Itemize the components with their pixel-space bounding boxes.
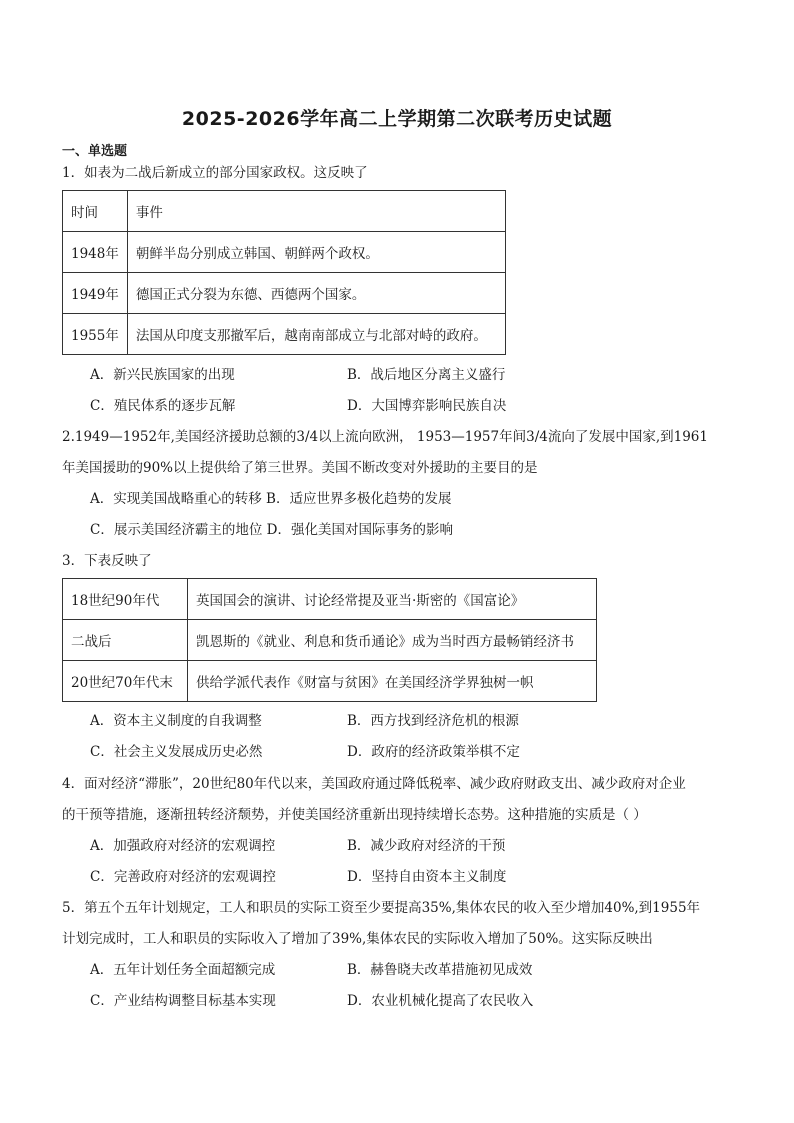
section-heading: 一、单选题 <box>62 144 128 159</box>
option-a[interactable]: A．新兴民族国家的出现 <box>90 367 235 383</box>
table-cell: 法国从印度支那撤军后，越南南部成立与北部对峙的政府。 <box>127 314 505 355</box>
question-1 <box>62 158 734 189</box>
option-cd[interactable]: C．展示美国经济霸主的地位 D．强化美国对国际事务的影响 <box>90 522 453 538</box>
table-cell: 20世纪70年代末 <box>63 661 188 702</box>
question-stem-line: 的干预等措施，逐渐扭转经济颓势，并使美国经济重新出现持续增长态势。这种措施的实质是（ ） <box>62 807 647 823</box>
option-c[interactable]: C．殖民体系的逐步瓦解 <box>90 398 236 414</box>
option-a[interactable]: A．加强政府对经济的宏观调控 <box>90 838 276 854</box>
question-stem-line: 计划完成时，工人和职员的实际收入了增加了39%,集体农民的实际收入增加了50%。这实际反映出 <box>62 931 653 947</box>
option-b[interactable]: B．西方找到经济危机的根源 <box>347 713 519 729</box>
table-cell: 1955年 <box>63 314 128 355</box>
table-cell: 1949年 <box>63 273 128 314</box>
table-row <box>63 314 506 355</box>
table-cell: 朝鲜半岛分别成立韩国、朝鲜两个政权。 <box>127 232 505 273</box>
option-b[interactable]: B．赫鲁晓夫改革措施初见成效 <box>347 962 533 978</box>
table-cell: 英国国会的演讲、讨论经常提及亚当·斯密的《国富论》 <box>188 579 597 620</box>
question-2 <box>62 422 734 546</box>
option-d[interactable]: D．政府的经济政策举棋不定 <box>347 744 520 760</box>
question-3-table <box>62 578 597 702</box>
question-1-table <box>62 190 506 355</box>
question-stem-line: 年美国援助的90%以上提供给了第三世界。美国不断改变对外援助的主要目的是 <box>62 460 538 476</box>
option-a[interactable]: A．五年计划任务全面超额完成 <box>90 962 276 978</box>
question-3 <box>62 546 734 577</box>
option-b[interactable]: B．战后地区分离主义盛行 <box>347 367 506 383</box>
option-d[interactable]: D．大国博弈影响民族自决 <box>347 398 507 414</box>
question-3-options <box>62 706 734 768</box>
table-cell: 1948年 <box>63 232 128 273</box>
question-stem: 3．下表反映了 <box>62 553 152 569</box>
question-stem-line: 4．面对经济“滞胀”，20世纪80年代以来，美国政府通过降低税率、减少政府财政支出、减少政府对企业 <box>62 776 686 792</box>
option-b[interactable]: B．减少政府对经济的干预 <box>347 838 506 854</box>
question-stem: 1．如表为二战后新成立的部分国家政权。这反映了 <box>62 165 368 181</box>
question-4 <box>62 769 734 893</box>
question-stem-line: 5．第五个五年计划规定，工人和职员的实际工资至少要提高35%,集体农民的收入至少增加40%,到1955年 <box>62 900 701 916</box>
table-row <box>63 232 506 273</box>
table-row <box>63 191 506 232</box>
option-d[interactable]: D．农业机械化提高了农民收入 <box>347 993 534 1009</box>
table-cell: 供给学派代表作《财富与贫困》在美国经济学界独树一帜 <box>188 661 597 702</box>
table-cell: 时间 <box>63 191 128 232</box>
table-row <box>63 661 597 702</box>
table-row <box>63 273 506 314</box>
option-c[interactable]: C．产业结构调整目标基本实现 <box>90 993 276 1009</box>
option-c[interactable]: C．社会主义发展成历史必然 <box>90 744 263 760</box>
table-cell: 凯恩斯的《就业、利息和货币通论》成为当时西方最畅销经济书 <box>188 620 597 661</box>
option-d[interactable]: D．坚持自由资本主义制度 <box>347 869 507 885</box>
table-row <box>63 620 597 661</box>
question-1-options <box>62 360 734 422</box>
table-cell: 18世纪90年代 <box>63 579 188 620</box>
option-c[interactable]: C．完善政府对经济的宏观调控 <box>90 869 276 885</box>
option-ab[interactable]: A．实现美国战略重心的转移 B．适应世界多极化趋势的发展 <box>90 491 452 507</box>
option-a[interactable]: A．资本主义制度的自我调整 <box>90 713 262 729</box>
table-cell: 二战后 <box>63 620 188 661</box>
page-title: 2025-2026学年高二上学期第二次联考历史试题 <box>181 108 613 130</box>
question-5 <box>62 893 734 1017</box>
table-row <box>63 579 597 620</box>
table-cell: 德国正式分裂为东德、西德两个国家。 <box>127 273 505 314</box>
table-cell: 事件 <box>127 191 505 232</box>
question-stem-line: 2.1949—1952年,美国经济援助总额的3/4以上流向欧洲， 1953—1957年间3/4流向了发展中国家,到1961 <box>62 429 708 445</box>
